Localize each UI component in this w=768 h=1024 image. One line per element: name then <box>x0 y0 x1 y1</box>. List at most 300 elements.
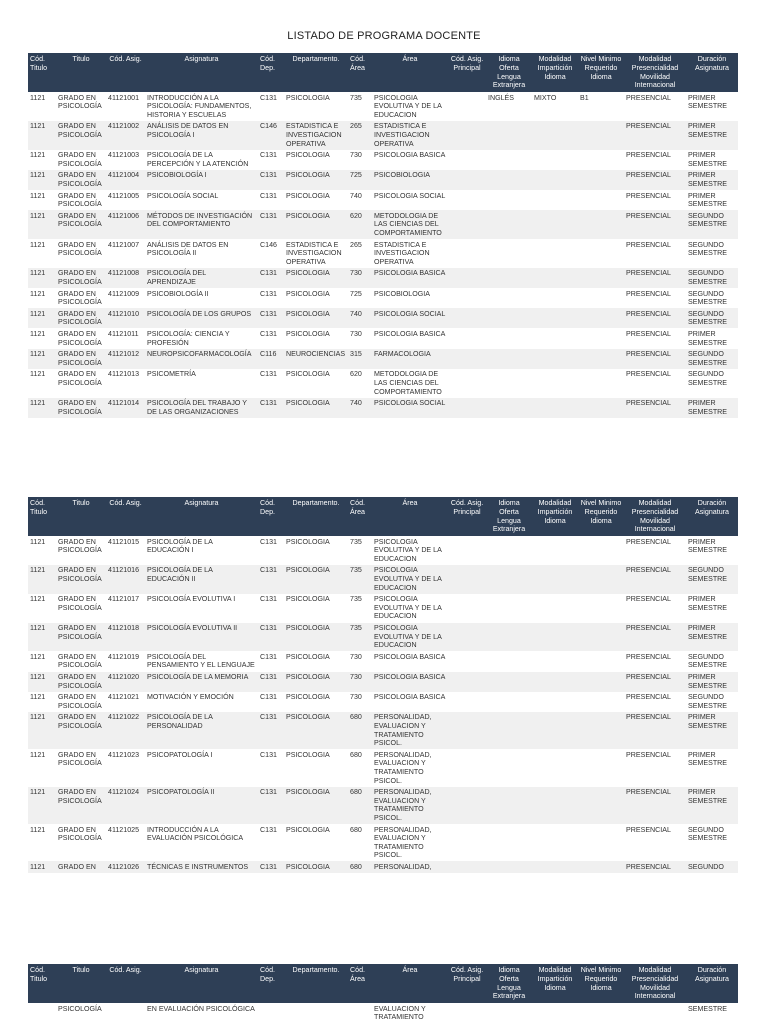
cell-cod-dep: C131 <box>258 623 284 652</box>
cell-idioma-oferta <box>486 787 532 824</box>
table-row <box>28 861 738 873</box>
cell-duracion: SEGUNDO SEMESTRE <box>686 349 738 369</box>
cell-cod-area: 740 <box>350 191 362 200</box>
cell-nivel-minimo <box>578 787 624 824</box>
cell-modalidad-imparticion <box>532 692 578 712</box>
cell-departamento: PSICOLOGIA <box>286 693 330 702</box>
cell-modalidad-presencialidad: PRESENCIAL <box>626 289 671 298</box>
cell-titulo: GRADO EN PSICOLOGÍA <box>58 370 102 387</box>
cell-asignatura: PSICOLOGÍA: CIENCIA Y PROFESIÓN <box>147 329 230 347</box>
cell-modalidad-presencialidad: PRESENCIAL <box>624 787 686 824</box>
cell-cod-area: 730 <box>350 329 362 338</box>
cell-cod-area: 735 <box>350 537 362 546</box>
cell-cod-dep: C131 <box>260 537 277 546</box>
cell-area: PSICOLOGIA BASICA <box>372 268 448 288</box>
cell-idioma-oferta <box>486 623 532 652</box>
cell-cod-area: 620 <box>350 370 362 379</box>
cell-departamento: PSICOLOGIA <box>284 565 348 594</box>
cell-asignatura: PSICOLOGÍA DEL TRABAJO Y DE LAS ORGANIZACIONES <box>145 398 258 418</box>
cell-nivel-minimo <box>578 623 624 652</box>
cell-area: EVALUACION Y TRATAMIENTO <box>374 1004 426 1022</box>
cell-modalidad-imparticion <box>532 672 578 692</box>
cell-cod-dep: C131 <box>260 93 277 102</box>
cell-titulo: GRADO EN PSICOLOGÍA <box>58 329 102 347</box>
cell-cod-dep: C131 <box>258 672 284 692</box>
cell-cod-dep: C131 <box>258 170 284 190</box>
cell-nivel-minimo <box>578 210 624 239</box>
col-header-cod-area: Cód. Área <box>348 964 372 1003</box>
cell-cod-area: 725 <box>348 170 372 190</box>
cell-titulo: GRADO EN PSICOLOGÍA <box>56 308 106 328</box>
cell-cod-asig: 41121009 <box>108 289 140 298</box>
table-row <box>28 150 738 170</box>
cell-cod-titulo: 1121 <box>30 329 46 338</box>
cell-idioma-oferta <box>486 150 532 170</box>
cell-titulo: GRADO EN PSICOLOGÍA <box>58 240 102 258</box>
cell-cod-titulo: 1121 <box>28 349 56 369</box>
col-header-cod-area: Cód. Área <box>348 53 372 92</box>
cell-asignatura: PSICOLOGÍA DEL APRENDIZAJE <box>145 268 258 288</box>
table-header <box>28 53 738 92</box>
cell-cod-titulo: 1121 <box>28 170 56 190</box>
cell-titulo: GRADO EN PSICOLOGÍA <box>58 595 102 612</box>
cell-asignatura: ANÁLISIS DE DATOS EN PSICOLOGÍA II <box>147 240 229 258</box>
col-header-cod-area: Cód. Área <box>348 497 372 536</box>
col-header-duracion: Duración Asignatura <box>686 497 738 536</box>
cell-departamento: PSICOLOGIA <box>284 170 348 190</box>
cell-titulo: GRADO EN PSICOLOGÍA <box>56 170 106 190</box>
cell-cod-asig: 41121007 <box>108 240 140 249</box>
cell-cod-asig: 41121010 <box>106 308 145 328</box>
cell-modalidad-imparticion <box>532 369 578 398</box>
cell-asignatura: PSICOLOGÍA EVOLUTIVA II <box>145 623 258 652</box>
cell-modalidad-imparticion <box>532 1003 578 1023</box>
col-header-modalidad-imparticion: Modalidad Impartición Idioma <box>532 964 578 1003</box>
cell-idioma-oferta <box>486 651 532 671</box>
cell-cod-dep: C131 <box>260 329 277 338</box>
cell-duracion: SEGUNDO SEMESTRE <box>688 825 728 843</box>
cell-duracion: PRIMER SEMESTRE <box>686 170 738 190</box>
cell-cod-asig: 41121021 <box>108 693 140 702</box>
cell-departamento: PSICOLOGIA <box>284 861 348 873</box>
cell-cod-titulo: 1121 <box>30 750 46 759</box>
cell-nivel-minimo <box>578 328 624 348</box>
table-body <box>28 1003 738 1023</box>
cell-area: METODOLOGIA DE LAS CIENCIAS DEL COMPORTAMIENTO <box>374 370 442 396</box>
cell-nivel-minimo <box>578 861 624 873</box>
table-row <box>28 268 738 288</box>
cell-asignatura: PSICOPATOLOGÍA II <box>145 787 258 824</box>
program-table-page-3 <box>28 964 738 1023</box>
cell-cod-asig: 41121006 <box>106 210 145 239</box>
cell-area: PSICOBIOLOGIA <box>374 289 430 298</box>
cell-area: PSICOLOGIA BASICA <box>374 151 446 160</box>
cell-cod-asig-principal <box>448 170 486 190</box>
cell-nivel-minimo <box>578 398 624 418</box>
cell-area: ESTADISTICA E INVESTIGACION OPERATIVA <box>372 121 448 150</box>
cell-idioma-oferta <box>486 712 532 749</box>
cell-nivel-minimo <box>578 565 624 594</box>
cell-cod-area: 735 <box>348 623 372 652</box>
cell-duracion: SEGUNDO SEMESTRE <box>686 308 738 328</box>
cell-cod-area: 730 <box>348 672 372 692</box>
cell-cod-titulo: 1121 <box>28 210 56 239</box>
cell-cod-asig-principal <box>448 749 486 786</box>
cell-modalidad-presencialidad: PRESENCIAL <box>626 329 671 338</box>
cell-departamento: PSICOLOGIA <box>286 750 330 759</box>
cell-cod-asig-principal <box>448 349 486 369</box>
cell-asignatura: PSICOLOGÍA DE LOS GRUPOS <box>145 308 258 328</box>
cell-modalidad-presencialidad: PRESENCIAL <box>624 623 686 652</box>
cell-cod-area: 730 <box>350 693 362 702</box>
cell-departamento: PSICOLOGIA <box>286 329 330 338</box>
col-header-cod-titulo: Cód. Titulo <box>28 53 56 92</box>
cell-idioma-oferta <box>486 692 532 712</box>
cell-titulo: GRADO EN PSICOLOGÍA <box>56 349 106 369</box>
cell-cod-asig: 41121016 <box>106 565 145 594</box>
cell-cod-titulo: 1121 <box>30 693 46 702</box>
col-header-idioma-oferta: Idioma Oferta Lengua Extranjera <box>486 964 532 1003</box>
cell-modalidad-presencialidad: PRESENCIAL <box>624 565 686 594</box>
cell-idioma-oferta <box>486 594 532 623</box>
cell-cod-asig-principal <box>448 308 486 328</box>
cell-departamento: PSICOLOGIA <box>284 268 348 288</box>
table-row <box>28 651 738 671</box>
cell-cod-titulo: 1121 <box>30 151 46 160</box>
cell-area: PSICOLOGIA EVOLUTIVA Y DE LA EDUCACION <box>374 537 442 563</box>
col-header-asignatura: Asignatura <box>145 497 258 536</box>
cell-cod-dep: C131 <box>258 712 284 749</box>
cell-asignatura: MOTIVACIÓN Y EMOCIÓN <box>147 693 234 702</box>
cell-modalidad-presencialidad: PRESENCIAL <box>626 191 671 200</box>
cell-modalidad-presencialidad: PRESENCIAL <box>626 151 671 160</box>
cell-asignatura: EN EVALUACIÓN PSICOLÓGICA <box>147 1004 255 1013</box>
cell-cod-dep: C131 <box>258 308 284 328</box>
table-header <box>28 497 738 536</box>
cell-cod-asig-principal <box>448 288 486 308</box>
cell-duracion: PRIMER SEMESTRE <box>688 191 728 209</box>
col-header-area: Área <box>372 497 448 536</box>
cell-nivel-minimo <box>578 170 624 190</box>
cell-duracion: SEMESTRE <box>688 1004 728 1013</box>
cell-cod-area: 680 <box>348 787 372 824</box>
cell-departamento: PSICOLOGIA <box>286 370 330 379</box>
cell-idioma-oferta <box>486 210 532 239</box>
col-header-nivel-minimo: Nivel Minimo Requerido Idioma <box>578 964 624 1003</box>
cell-idioma-oferta <box>486 190 532 210</box>
col-header-modalidad-imparticion: Modalidad Impartición Idioma <box>532 497 578 536</box>
cell-cod-titulo: 1121 <box>28 672 56 692</box>
cell-cod-titulo: 1121 <box>30 595 46 604</box>
cell-cod-titulo: 1121 <box>28 623 56 652</box>
cell-modalidad-presencialidad: PRESENCIAL <box>624 308 686 328</box>
cell-cod-area: 680 <box>350 825 362 834</box>
cell-idioma-oferta <box>486 861 532 873</box>
cell-titulo: GRADO EN PSICOLOGÍA <box>58 191 102 209</box>
cell-cod-dep: C131 <box>260 750 277 759</box>
table-row <box>28 787 738 824</box>
cell-cod-titulo: 1121 <box>28 787 56 824</box>
cell-nivel-minimo <box>578 1003 624 1023</box>
cell-modalidad-presencialidad: PRESENCIAL <box>626 825 671 834</box>
col-header-area: Área <box>372 53 448 92</box>
cell-modalidad-presencialidad: PRESENCIAL <box>624 861 686 873</box>
cell-departamento: NEUROCIENCIAS <box>284 349 348 369</box>
cell-nivel-minimo <box>578 692 624 712</box>
cell-modalidad-imparticion <box>532 121 578 150</box>
cell-duracion: PRIMER SEMESTRE <box>686 121 738 150</box>
cell-departamento: ESTADISTICA E INVESTIGACION OPERATIVA <box>286 240 342 266</box>
cell-idioma-oferta <box>486 268 532 288</box>
col-header-titulo: Titulo <box>56 497 106 536</box>
cell-area: PSICOLOGIA EVOLUTIVA Y DE LA EDUCACION <box>372 565 448 594</box>
cell-departamento: PSICOLOGIA <box>284 398 348 418</box>
cell-cod-dep <box>258 1003 284 1023</box>
cell-cod-asig-principal <box>448 824 486 861</box>
cell-cod-dep: C131 <box>260 289 277 298</box>
cell-modalidad-imparticion <box>532 594 578 623</box>
col-header-departamento: Departamento. <box>284 53 348 92</box>
cell-cod-area: 730 <box>348 268 372 288</box>
cell-asignatura: PSICOBIOLOGÍA II <box>147 289 209 298</box>
table-header <box>28 964 738 1003</box>
cell-idioma-oferta <box>486 672 532 692</box>
table-row <box>28 1003 738 1023</box>
cell-cod-asig-principal <box>448 623 486 652</box>
cell-titulo: GRADO EN PSICOLOGÍA <box>58 693 102 710</box>
cell-area: PERSONALIDAD, EVALUACION Y TRATAMIENTO PSICOL. <box>374 750 432 785</box>
cell-modalidad-presencialidad: PRESENCIAL <box>626 652 671 661</box>
cell-modalidad-presencialidad: PRESENCIAL <box>626 537 671 546</box>
cell-nivel-minimo <box>578 349 624 369</box>
cell-titulo: GRADO EN PSICOLOGÍA <box>58 750 102 768</box>
col-header-nivel-minimo: Nivel Minimo Requerido Idioma <box>578 497 624 536</box>
cell-cod-asig-principal <box>448 92 486 121</box>
cell-nivel-minimo <box>578 712 624 749</box>
table-row <box>28 398 738 418</box>
cell-modalidad-presencialidad: PRESENCIAL <box>626 370 671 379</box>
cell-cod-asig-principal <box>448 239 486 268</box>
cell-cod-asig-principal <box>448 861 486 873</box>
col-header-cod-asig: Cód. Asig. <box>106 53 145 92</box>
cell-duracion: PRIMER SEMESTRE <box>686 398 738 418</box>
cell-cod-asig-principal <box>448 121 486 150</box>
cell-modalidad-presencialidad: PRESENCIAL <box>624 349 686 369</box>
cell-asignatura: INTRODUCCIÓN A LA EVALUACIÓN PSICOLÓGICA <box>147 825 244 843</box>
cell-nivel-minimo <box>578 288 624 308</box>
col-header-duracion: Duración Asignatura <box>686 53 738 92</box>
table-row <box>28 349 738 369</box>
cell-cod-asig: 41121026 <box>106 861 145 873</box>
cell-cod-titulo <box>28 1003 56 1023</box>
cell-departamento: PSICOLOGIA <box>286 289 330 298</box>
cell-titulo: GRADO EN PSICOLOGÍA <box>56 398 106 418</box>
cell-asignatura: PSICOLOGÍA DE LA PERCEPCIÓN Y LA ATENCIÓN <box>147 151 249 168</box>
cell-modalidad-imparticion <box>532 824 578 861</box>
cell-asignatura: TÉCNICAS E INSTRUMENTOS <box>145 861 258 873</box>
cell-nivel-minimo <box>578 239 624 268</box>
table-row <box>28 239 738 268</box>
cell-titulo: GRADO EN PSICOLOGÍA <box>56 787 106 824</box>
cell-cod-asig: 41121017 <box>108 595 140 604</box>
cell-departamento: PSICOLOGIA <box>284 308 348 328</box>
cell-asignatura: ANÁLISIS DE DATOS EN PSICOLOGÍA I <box>145 121 258 150</box>
cell-cod-asig: 41121001 <box>108 93 140 102</box>
cell-modalidad-imparticion: MIXTO <box>534 93 557 102</box>
cell-asignatura: MÉTODOS DE INVESTIGACIÓN DEL COMPORTAMIENTO <box>145 210 258 239</box>
cell-cod-asig-principal <box>448 398 486 418</box>
cell-departamento: PSICOLOGIA <box>286 151 330 160</box>
cell-departamento: PSICOLOGIA <box>286 191 330 200</box>
cell-cod-asig: 41121020 <box>106 672 145 692</box>
cell-area: PSICOLOGIA BASICA <box>374 693 446 702</box>
cell-titulo: GRADO EN <box>56 861 106 873</box>
cell-nivel-minimo <box>578 749 624 786</box>
cell-duracion: SEGUNDO SEMESTRE <box>688 652 728 670</box>
cell-cod-area: 735 <box>350 595 362 604</box>
cell-cod-dep: C131 <box>260 151 277 160</box>
cell-cod-asig: 41121013 <box>108 370 140 379</box>
cell-cod-titulo: 1121 <box>28 565 56 594</box>
cell-modalidad-presencialidad: PRESENCIAL <box>626 240 671 249</box>
cell-departamento: PSICOLOGIA <box>286 595 330 604</box>
cell-modalidad-imparticion <box>532 565 578 594</box>
cell-duracion: PRIMER SEMESTRE <box>686 712 738 749</box>
table-row <box>28 288 738 308</box>
cell-cod-asig-principal <box>448 692 486 712</box>
cell-duracion: PRIMER SEMESTRE <box>688 595 728 612</box>
cell-titulo: GRADO EN PSICOLOGÍA <box>56 623 106 652</box>
cell-area: PERSONALIDAD, EVALUACION Y TRATAMIENTO PSICOL. <box>372 712 448 749</box>
cell-cod-dep: C131 <box>260 693 277 702</box>
cell-cod-titulo: 1121 <box>28 308 56 328</box>
col-header-titulo: Titulo <box>56 53 106 92</box>
cell-modalidad-presencialidad: PRESENCIAL <box>626 750 671 759</box>
cell-modalidad-imparticion <box>532 308 578 328</box>
cell-asignatura: PSICOLOGÍA SOCIAL <box>147 191 219 200</box>
cell-asignatura: PSICOLOGÍA EVOLUTIVA I <box>147 595 236 604</box>
cell-cod-dep: C131 <box>260 825 277 834</box>
cell-cod-asig: 41121025 <box>108 825 140 834</box>
cell-cod-dep: C146 <box>258 121 284 150</box>
cell-titulo: GRADO EN PSICOLOGÍA <box>56 712 106 749</box>
cell-cod-asig-principal <box>448 1003 486 1023</box>
cell-departamento: PSICOLOGIA <box>284 787 348 824</box>
cell-modalidad-imparticion <box>532 268 578 288</box>
cell-titulo: GRADO EN PSICOLOGÍA <box>58 825 102 843</box>
cell-idioma-oferta <box>486 170 532 190</box>
cell-modalidad-presencialidad: PRESENCIAL <box>624 398 686 418</box>
cell-cod-asig-principal <box>448 190 486 210</box>
cell-modalidad-imparticion <box>532 349 578 369</box>
cell-departamento: PSICOLOGIA <box>286 825 330 834</box>
cell-area: METODOLOGIA DE LAS CIENCIAS DEL COMPORTAMIENTO <box>372 210 448 239</box>
table-row <box>28 623 738 652</box>
cell-modalidad-imparticion <box>532 623 578 652</box>
cell-nivel-minimo <box>578 121 624 150</box>
table-row <box>28 692 738 712</box>
col-header-cod-dep: Cód. Dep. <box>258 964 284 1003</box>
table-row <box>28 210 738 239</box>
cell-modalidad-imparticion <box>532 398 578 418</box>
cell-modalidad-presencialidad: PRESENCIAL <box>626 693 671 702</box>
cell-cod-titulo: 1121 <box>28 121 56 150</box>
cell-nivel-minimo <box>578 824 624 861</box>
col-header-cod-dep: Cód. Dep. <box>258 497 284 536</box>
cell-nivel-minimo <box>578 369 624 398</box>
cell-cod-dep: C131 <box>258 787 284 824</box>
cell-cod-titulo: 1121 <box>30 652 46 661</box>
cell-duracion: PRIMER SEMESTRE <box>688 329 728 347</box>
cell-nivel-minimo <box>578 150 624 170</box>
table-row <box>28 672 738 692</box>
cell-cod-asig-principal <box>448 328 486 348</box>
cell-area: PERSONALIDAD, <box>372 861 448 873</box>
cell-cod-asig: 41121005 <box>108 191 140 200</box>
cell-duracion: SEGUNDO <box>686 861 738 873</box>
col-header-nivel-minimo: Nivel Minimo Requerido Idioma <box>578 53 624 92</box>
cell-asignatura: PSICOBIOLOGÍA I <box>145 170 258 190</box>
cell-cod-dep: C131 <box>258 268 284 288</box>
table-row <box>28 328 738 348</box>
cell-idioma-oferta <box>486 1003 532 1023</box>
cell-titulo: GRADO EN PSICOLOGÍA <box>56 672 106 692</box>
cell-modalidad-imparticion <box>532 170 578 190</box>
table-row <box>28 308 738 328</box>
cell-cod-titulo: 1121 <box>28 861 56 873</box>
table-row <box>28 369 738 398</box>
cell-cod-dep: C131 <box>260 191 277 200</box>
cell-idioma-oferta <box>486 121 532 150</box>
cell-cod-asig <box>106 1003 145 1023</box>
cell-area: PSICOBIOLOGIA <box>372 170 448 190</box>
col-header-idioma-oferta: Idioma Oferta Lengua Extranjera <box>486 497 532 536</box>
table-row <box>28 536 738 565</box>
cell-duracion: SEGUNDO SEMESTRE <box>686 268 738 288</box>
cell-idioma-oferta <box>486 239 532 268</box>
cell-departamento: PSICOLOGIA <box>286 652 330 661</box>
cell-titulo: GRADO EN PSICOLOGÍA <box>56 121 106 150</box>
cell-area: PSICOLOGIA EVOLUTIVA Y DE LA EDUCACION <box>372 623 448 652</box>
cell-duracion: PRIMER SEMESTRE <box>688 537 728 555</box>
cell-cod-dep: C131 <box>260 370 277 379</box>
cell-cod-asig: 41121022 <box>106 712 145 749</box>
cell-cod-titulo: 1121 <box>30 93 46 102</box>
cell-cod-asig: 41121008 <box>106 268 145 288</box>
cell-cod-titulo: 1121 <box>30 370 46 379</box>
cell-area: PSICOLOGIA SOCIAL <box>374 191 446 200</box>
cell-cod-dep: C146 <box>260 240 277 249</box>
cell-area: PSICOLOGIA BASICA <box>372 672 448 692</box>
cell-cod-titulo: 1121 <box>28 712 56 749</box>
cell-cod-titulo: 1121 <box>28 398 56 418</box>
cell-duracion: PRIMER SEMESTRE <box>688 151 728 168</box>
cell-area: FARMACOLOGIA <box>372 349 448 369</box>
col-header-idioma-oferta: Idioma Oferta Lengua Extranjera <box>486 53 532 92</box>
table-row <box>28 121 738 150</box>
cell-idioma-oferta <box>486 536 532 565</box>
col-header-modalidad-presencialidad: Modalidad Presencialidad Movilidad Internacional <box>624 497 686 536</box>
col-header-cod-asig: Cód. Asig. <box>106 497 145 536</box>
cell-modalidad-presencialidad <box>624 1003 686 1023</box>
col-header-modalidad-presencialidad: Modalidad Presencialidad Movilidad Internacional <box>624 53 686 92</box>
table-row <box>28 170 738 190</box>
table-row <box>28 92 738 121</box>
cell-duracion: PRIMER SEMESTRE <box>688 750 728 768</box>
cell-titulo: GRADO EN PSICOLOGÍA <box>58 652 102 670</box>
col-header-modalidad-imparticion: Modalidad Impartición Idioma <box>532 53 578 92</box>
program-table-page-2 <box>28 497 738 873</box>
